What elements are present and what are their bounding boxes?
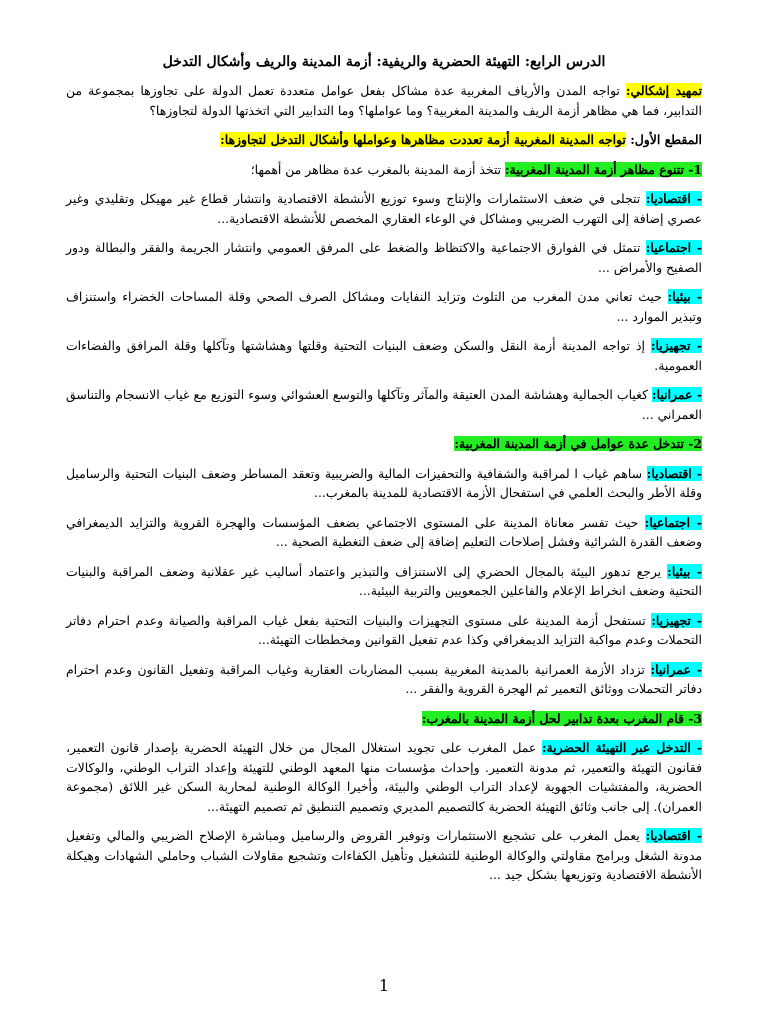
sub3-item-label: - اقتصاديا: — [645, 828, 702, 843]
sub2-item-economic — [66, 464, 702, 503]
intro-text: تواجه المدن والأرياف المغربية عدة مشاكل بفعل عوامل متعددة تعمل الدولة على تجاوزها بمجموعة من التدابير، فما هي مظاهر أزمة الريف والمدينة المغربية؟ وما عواملها؟ وما التدابير التي اتخذتها الدولة لتجاوزها؟ — [66, 83, 702, 118]
sub1-label: 1- تتنوع مظاهر أزمة المدينة المغربية: — [504, 161, 702, 177]
sub2-item-label: - اجتماعيا: — [644, 514, 702, 530]
sub1-item-text: حيث تعاني مدن المغرب من التلوث وتزايد النفايات ومشاكل الصرف الصحي وقلة المساحات الخضراء واستنزاف وتبذير الموارد ... — [66, 289, 702, 324]
sub3-heading — [66, 709, 702, 729]
sub2-item-infrastructure — [66, 611, 702, 650]
sub1-item-urban — [66, 385, 702, 424]
sub2-item-text: يرجع تدهور البيئة بالمجال الحضري إلى الاستنزاف والتبذير واعتماد أساليب غير عقلانية وضعف المراقبة والبنيات التحتية وضعف انخراط الإعلام والفاعلين الجمعويين والتربية البيئية... — [66, 563, 702, 598]
sub1-item-label: - بيئيا: — [667, 289, 702, 304]
sub1-item-label: - اقتصاديا: — [645, 191, 702, 206]
sub2-item-label: - اقتصاديا: — [646, 465, 702, 481]
sub3-item-label: - التدخل عبر التهيئة الحضرية: — [541, 740, 702, 755]
sub1-item-social — [66, 238, 702, 277]
sub2-item-social — [66, 513, 702, 552]
sub3-item-economic — [66, 826, 702, 885]
intro-paragraph — [66, 81, 702, 120]
sub1-item-economic — [66, 189, 702, 228]
sub1-item-label: - اجتماعيا: — [645, 240, 703, 255]
sub2-item-environmental — [66, 562, 702, 601]
sub2-label: 2- تتدخل عدة عوامل في أزمة المدينة المغربية: — [454, 436, 702, 451]
sub1-item-label: - عمرانيا: — [652, 387, 702, 402]
sub2-item-urban — [66, 660, 702, 699]
section1-title-highlight: تواجه المدينة المغربية أزمة تعددت مظاهرها وعواملها وأشكال التدخل لتجاوزها: — [220, 132, 626, 147]
sub2-item-label: - عمرانيا: — [650, 661, 702, 677]
sub1-item-environmental — [66, 287, 702, 326]
sub1-heading — [66, 160, 702, 180]
section1-title-plain: المقطع الأول: — [625, 132, 702, 147]
sub2-item-label: - تجهيزيا: — [651, 612, 702, 628]
sub1-item-text: إذ تواجه المدينة أزمة النقل والسكن وضعف البنيات التحتية وقلتها وهشاشتها وتآكلها وقلة المرافق والفضاءات العمومية. — [66, 338, 702, 373]
sub3-label: 3- قام المغرب بعدة تدابير لحل أزمة المدينة بالمغرب: — [421, 710, 702, 726]
lesson-title: الدرس الرابع: التهيئة الحضرية والريفية: أزمة المدينة والريف وأشكال التدخل — [162, 54, 606, 70]
sub3-item-text: عمل المغرب على تجويد استغلال المجال من خلال التهيئة الحضرية بإصدار قانون التعمير، فقانون التهيئة والتعمير، ثم مدونة التعمير. وإحداث مؤسسات منها المعهد الوطني للتهيئة وإعداد التراب الوطني، والوكالات الحضرية، والمفتشيات الجهوية لإعداد التراب الوطني والبيئة، وأخيرا الوكالة الوطنية لمحاربة السكن غير اللائق (مجموعة العمران). إلى جانب وثائق التهيئة الحضرية كالتصميم المديري وتصميم التنطيق ثم تصميم التهيئة... — [66, 740, 702, 814]
sub2-heading — [66, 434, 702, 454]
sub2-item-label: - بيئيا: — [667, 563, 702, 579]
sub1-item-text: كغياب الجمالية وهشاشة المدن العتيقة والمآثر وتآكلها والتوسع العشوائي وسوء التوزيع مع غياب الانسجام والتناسق العمراني ... — [66, 387, 702, 422]
intro-label: تمهيد إشكالي: — [625, 83, 703, 98]
sub1-item-text: تتمثل في الفوارق الاجتماعية والاكتظاظ والضغط على المرفق العمومي وانتشار الجريمة والفقر والبطالة ودور الصفيح والأمراض ... — [66, 240, 702, 275]
sub1-text: تتخذ أزمة المدينة بالمغرب عدة مظاهر من أهمها؛ — [250, 161, 505, 177]
sub1-item-infrastructure — [66, 336, 702, 375]
sub2-item-text: تستفحل أزمة المدينة على مستوى التجهيزات والبنيات التحتية بفعل غياب المراقبة والصيانة وعدم احترام دفاتر التحملات وعدم مواكبة التزايد الديمغرافي وكذا عدم تفعيل القوانين ومخططات التهيئة... — [66, 612, 702, 647]
sub2-item-text: ساهم غياب ا لمراقبة والشفافية والتحفيزات المالية والضريبية وتعقد المساطر وضعف البنيات التحتية والرساميل وقلة الأطر والبحث العلمي في استفحال الأزمة الاقتصادية للمدينة بالمغرب... — [66, 465, 702, 500]
sub2-item-text: حيث تفسر معاناة المدينة على المستوى الاجتماعي بضعف المؤسسات والهجرة القروية والتزايد الديمغرافي وضعف القدرة الشرائية وفشل إصلاحات التعليم إضافة إلى ضعف التغطية الصحية ... — [66, 514, 702, 549]
sub2-item-text: تزداد الأزمة العمرانية بالمدينة المغربية بسبب المضاربات العقارية وغياب المراقبة وتفعيل القانون وعدم احترام دفاتر التحملات ووثائق التعمير ثم الهجرة القروية والفقر ... — [66, 661, 702, 696]
sub3-item-urban-planning — [66, 738, 702, 816]
sub3-item-text: يعمل المغرب على تشجيع الاستثمارات وتوفير القروض والرساميل ومباشرة الإصلاح الضريبي والمالي وتفعيل مدونة الشغل وبرامج مقاولتي والوكالة الوطنية للتشغيل وتأهيل الكفاءات وتشجيع مقاولات الشباب وحاملي الشهادات وهيكلة الأنشطة الاقتصادية وتوزيعها بشكل جيد ... — [66, 828, 702, 882]
sub1-item-text: تتجلى في ضعف الاستثمارات والإنتاج وسوء توزيع الأنشطة الاقتصادية وانتشار قطاع غير مهيكل وتقليدي وغير عصري إضافة إلى التهرب الضريبي ومشاكل في الوعاء العقاري المخصص للأنشطة الاقتصادية... — [66, 191, 702, 226]
page-number: 1 — [378, 976, 390, 995]
section1-heading — [66, 130, 702, 150]
sub1-item-label: - تجهيزيا: — [650, 338, 702, 353]
